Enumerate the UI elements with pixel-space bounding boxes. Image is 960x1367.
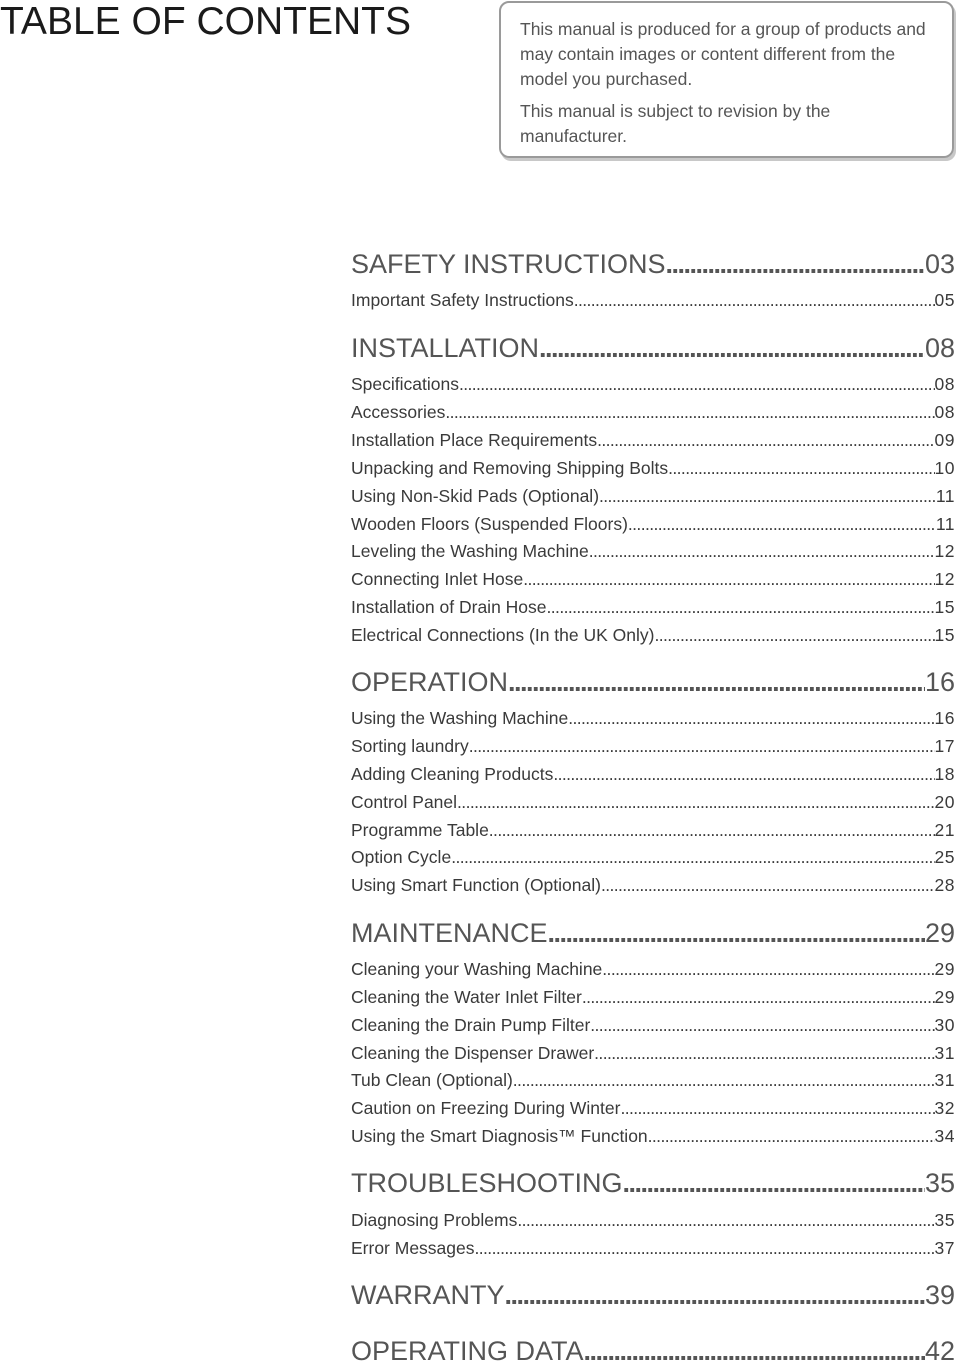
toc-section[interactable] [351, 332, 955, 364]
page-title: TABLE OF CONTENTS [0, 0, 411, 43]
toc-entry[interactable] [351, 513, 955, 535]
toc-entry-label: Adding Cleaning Products [351, 764, 554, 784]
toc-leader-dots [648, 1125, 935, 1147]
toc-leader-dots [602, 958, 934, 980]
toc-leader-dots [668, 457, 934, 479]
toc-leader-dots [584, 1335, 925, 1367]
toc-section-label: MAINTENANCE [351, 918, 548, 948]
toc-leader-dots [599, 485, 936, 507]
toc-entry-label: Programme Table [351, 820, 489, 840]
toc-leader-dots [620, 1097, 934, 1119]
toc-entry-label: Sorting laundry [351, 736, 469, 756]
toc-section-label: WARRANTY [351, 1280, 505, 1310]
toc-leader-dots [539, 332, 925, 364]
toc-entry[interactable] [351, 958, 955, 980]
toc-page-number: 10 [934, 458, 955, 478]
toc-section[interactable] [351, 1335, 955, 1367]
toc-page-number: 31 [934, 1043, 955, 1063]
toc-page-number: 12 [934, 569, 955, 589]
toc-leader-dots [594, 1042, 934, 1064]
toc-leader-dots [597, 429, 934, 451]
toc-page-number: 08 [924, 333, 955, 363]
toc-page-number: 37 [934, 1238, 955, 1258]
toc-page-number: 11 [935, 514, 955, 534]
toc-entry-label: Diagnosing Problems [351, 1210, 518, 1230]
toc-page-number: 21 [934, 820, 955, 840]
toc-leader-dots [601, 874, 935, 896]
toc-leader-dots [589, 540, 935, 562]
toc-entry[interactable] [351, 596, 955, 618]
toc-entry-label: Cleaning the Water Inlet Filter [351, 987, 582, 1007]
toc-leader-dots [628, 513, 936, 535]
toc-section[interactable] [351, 666, 955, 698]
toc-leader-dots [666, 248, 925, 280]
toc-leader-dots [590, 1014, 934, 1036]
toc-leader-dots [623, 1167, 925, 1199]
toc-entry-label: Accessories [351, 402, 446, 422]
toc-entry[interactable] [351, 846, 955, 868]
toc-entry[interactable] [351, 874, 955, 896]
toc-entry[interactable] [351, 1014, 955, 1036]
toc-section[interactable] [351, 917, 955, 949]
toc-section[interactable] [351, 1167, 955, 1199]
notice-paragraph-2: This manual is subject to revision by the manufacturer. [520, 101, 831, 146]
toc-section-label: TROUBLESHOOTING [351, 1168, 623, 1198]
toc-page-number: 16 [924, 667, 955, 697]
toc-leader-dots [517, 1209, 934, 1231]
toc-entry[interactable] [351, 791, 955, 813]
toc-page-number: 18 [934, 764, 955, 784]
toc-leader-dots [508, 666, 925, 698]
toc-page-number: 17 [934, 736, 955, 756]
toc-leader-dots [475, 1237, 935, 1259]
toc-entry[interactable] [351, 457, 955, 479]
toc-entry-label: Cleaning the Drain Pump Filter [351, 1015, 591, 1035]
toc-page-number: 34 [934, 1126, 955, 1146]
toc-page-number: 12 [934, 541, 955, 561]
toc-page-number: 29 [934, 959, 955, 979]
toc-entry-label: Important Safety Instructions [351, 290, 574, 310]
toc-page-number: 42 [924, 1336, 955, 1366]
toc-entry[interactable] [351, 763, 955, 785]
toc-leader-dots [568, 707, 934, 729]
toc-entry[interactable] [351, 429, 955, 451]
toc-entry-label: Error Messages [351, 1238, 475, 1258]
toc-entry[interactable] [351, 819, 955, 841]
toc-leader-dots [553, 763, 934, 785]
toc-leader-dots [445, 401, 934, 423]
toc-entry[interactable] [351, 1125, 955, 1147]
toc-page-number: 03 [924, 249, 955, 279]
toc-entry-label: Leveling the Washing Machine [351, 541, 589, 561]
toc-page-number: 05 [934, 290, 955, 310]
toc-section-label: SAFETY INSTRUCTIONS [351, 249, 666, 279]
toc-entry-label: Control Panel [351, 792, 458, 812]
toc-leader-dots [582, 986, 935, 1008]
toc-page-number: 35 [934, 1210, 955, 1230]
toc-entry[interactable] [351, 401, 955, 423]
toc-entry-label: Using Non-Skid Pads (Optional) [351, 486, 600, 506]
toc-leader-dots [489, 819, 935, 841]
toc-entry[interactable] [351, 986, 955, 1008]
toc-page-number: 11 [935, 486, 955, 506]
toc-entry[interactable] [351, 1097, 955, 1119]
toc-page-number: 31 [934, 1070, 955, 1090]
toc-entry[interactable] [351, 624, 955, 646]
toc-page-number: 32 [934, 1098, 955, 1118]
toc-page-number: 16 [934, 708, 955, 728]
toc-entry-label: Installation Place Requirements [351, 430, 598, 450]
toc-leader-dots [548, 917, 925, 949]
toc-page-number: 39 [924, 1280, 955, 1310]
toc-page-number: 08 [934, 374, 955, 394]
toc-entry[interactable] [351, 1042, 955, 1064]
toc-entry[interactable] [351, 707, 955, 729]
toc-page-number: 35 [924, 1168, 955, 1198]
toc-entry-label: Connecting Inlet Hose [351, 569, 524, 589]
toc-page-number: 09 [934, 430, 955, 450]
toc-entry[interactable] [351, 1209, 955, 1231]
toc-entry[interactable] [351, 1069, 955, 1091]
toc-entry[interactable] [351, 540, 955, 562]
toc-entry-label: Option Cycle [351, 847, 452, 867]
toc-entry-label: Wooden Floors (Suspended Floors) [351, 514, 628, 534]
toc-section-label: OPERATING DATA [351, 1336, 584, 1366]
toc-section[interactable] [351, 248, 955, 280]
toc-section-label: INSTALLATION [351, 333, 540, 363]
toc-leader-dots [513, 1069, 935, 1091]
toc-page-number: 15 [934, 625, 955, 645]
toc-page-number: 20 [934, 792, 955, 812]
toc-entry-label: Installation of Drain Hose [351, 597, 547, 617]
toc-entry[interactable] [351, 735, 955, 757]
toc-leader-dots [451, 846, 934, 868]
toc-entry-label: Using Smart Function (Optional) [351, 875, 601, 895]
toc-leader-dots [457, 791, 934, 813]
toc-entry-label: Using the Washing Machine [351, 708, 569, 728]
toc-entry-label: Using the Smart Diagnosis™ Function [351, 1126, 648, 1146]
toc-entry[interactable] [351, 1237, 955, 1259]
toc-leader-dots [547, 596, 935, 618]
notice-paragraph-1: This manual is produced for a group of products and may contain images or content different from the model you purchased. [520, 19, 926, 89]
notice-box [499, 1, 954, 158]
toc-entry-label: Unpacking and Removing Shipping Bolts [351, 458, 669, 478]
toc-page-number: 29 [924, 918, 955, 948]
toc-entry-label: Cleaning the Dispenser Drawer [351, 1043, 595, 1063]
toc-entry-label: Cleaning your Washing Machine [351, 959, 603, 979]
toc-leader-dots [574, 289, 935, 311]
toc-page-number: 29 [934, 987, 955, 1007]
toc-entry-label: Electrical Connections (In the UK Only) [351, 625, 655, 645]
toc-leader-dots [654, 624, 934, 646]
toc-entry[interactable] [351, 289, 955, 311]
toc-entry-label: Specifications [351, 374, 459, 394]
toc-page-number: 15 [934, 597, 955, 617]
toc-entry-label: Caution on Freezing During Winter [351, 1098, 621, 1118]
toc-page-number: 08 [934, 402, 955, 422]
toc-entry[interactable] [351, 373, 955, 395]
toc-page-number: 28 [934, 875, 955, 895]
toc-entry-label: Tub Clean (Optional) [351, 1070, 513, 1090]
toc-section-label: OPERATION [351, 667, 509, 697]
toc-section[interactable] [351, 1279, 955, 1311]
toc-page-number: 25 [934, 847, 955, 867]
toc-leader-dots [469, 735, 935, 757]
toc-page-number: 30 [934, 1015, 955, 1035]
toc-leader-dots [505, 1279, 925, 1311]
toc-leader-dots [459, 373, 935, 395]
toc-entry[interactable] [351, 568, 955, 590]
toc-entry[interactable] [351, 485, 955, 507]
toc-leader-dots [523, 568, 934, 590]
